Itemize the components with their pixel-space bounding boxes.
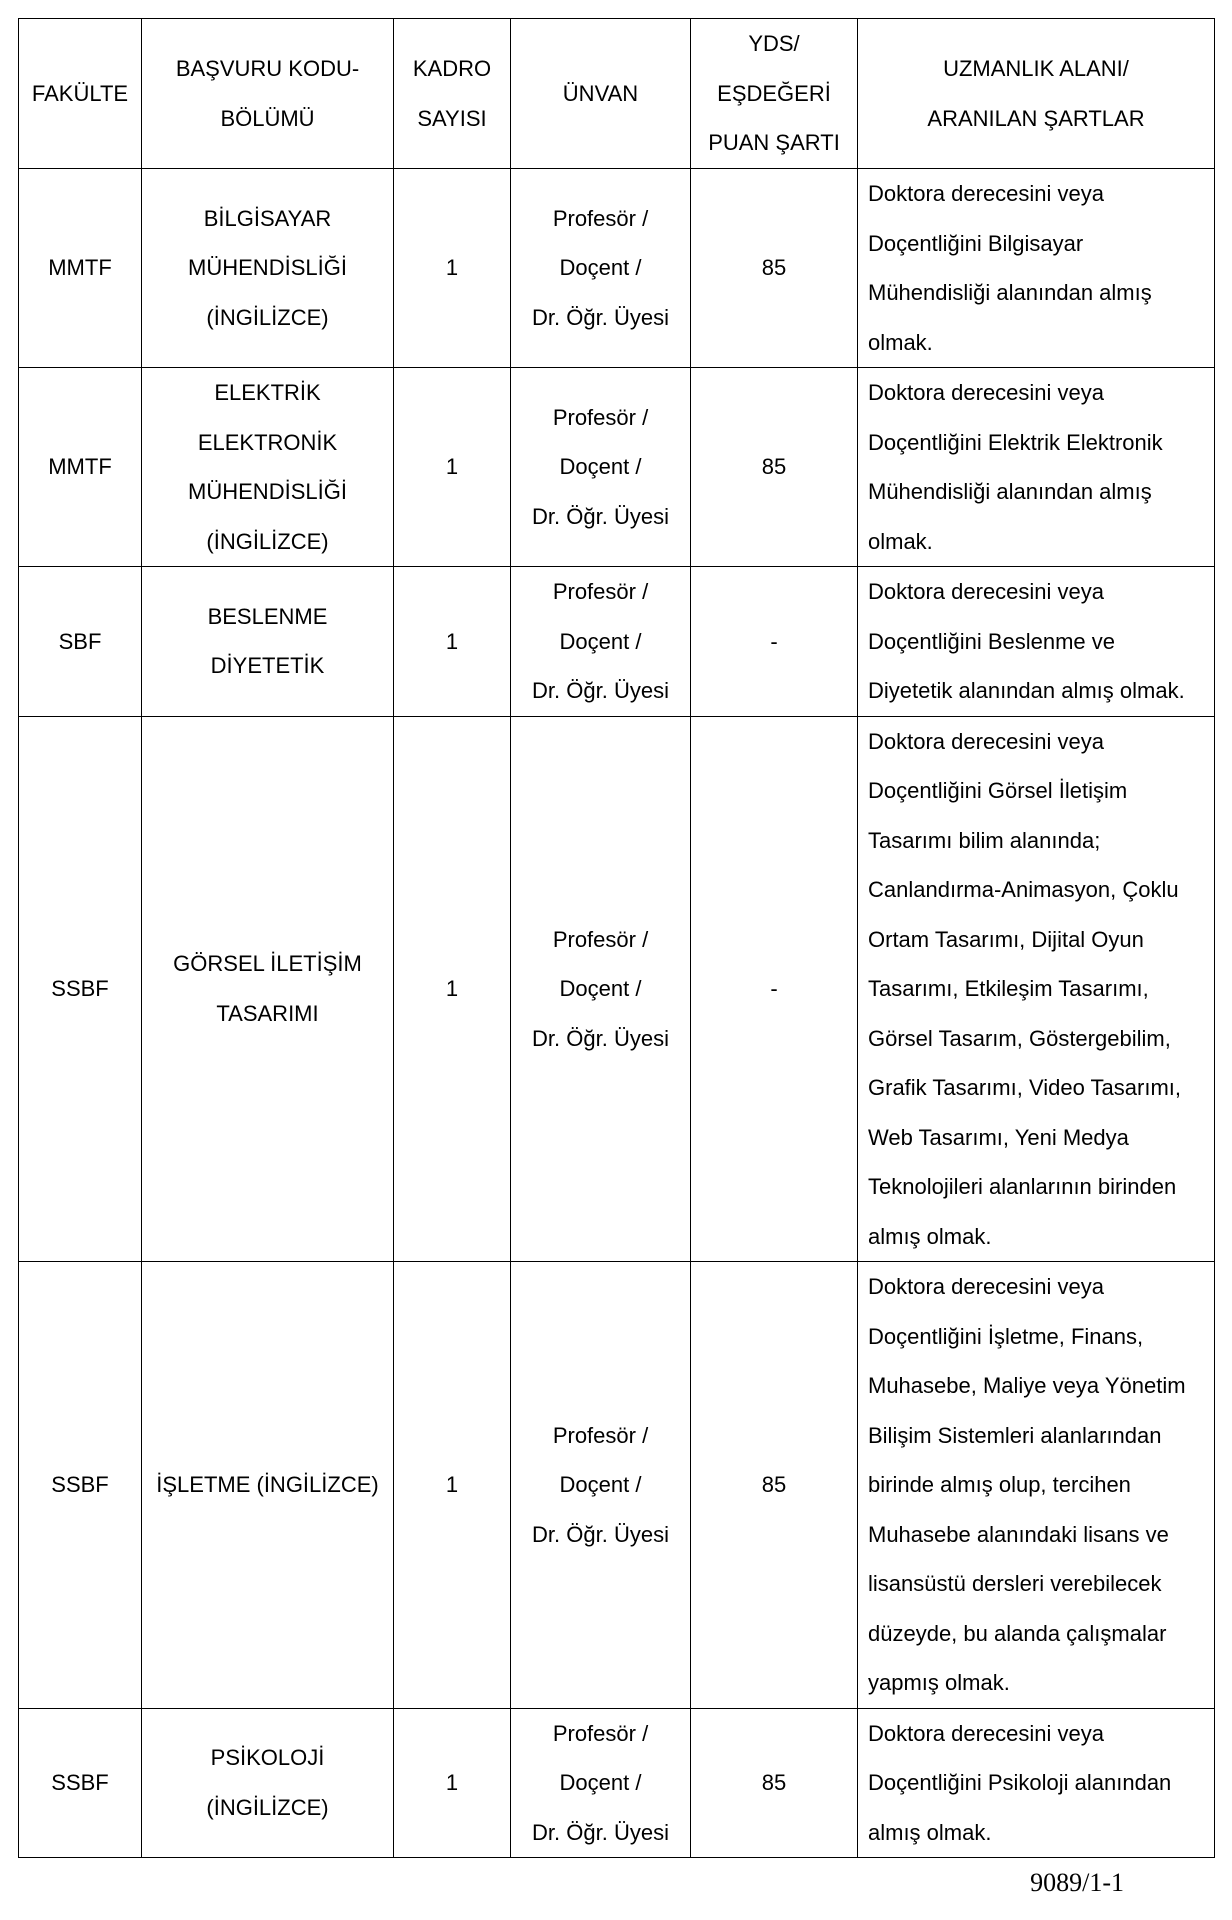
cell-kadro: [394, 1262, 511, 1709]
cell-yds-text: -: [770, 628, 778, 654]
cell-sartlar: [858, 368, 1215, 567]
cell-unvan-line: Profesör /: [552, 926, 649, 952]
cell-kadro: [394, 169, 511, 368]
header-kadro-line: SAYISI: [417, 105, 487, 131]
cell-unvan: [511, 368, 691, 567]
cell-kadro-text: 1: [445, 454, 459, 480]
cell-fakulte: [19, 1708, 142, 1858]
cell-fakulte: [19, 716, 142, 1262]
cell-sartlar: [858, 567, 1215, 717]
cell-sartlar-line: Ortam Tasarımı, Dijital Oyun: [868, 926, 1144, 952]
cell-unvan-line: Doçent /: [559, 628, 642, 654]
cell-bolum-line: (İNGİLİZCE): [206, 528, 329, 554]
header-basvuru-line: BÖLÜMÜ: [220, 105, 315, 131]
cell-bolum-line: GÖRSEL İLETİŞİM: [173, 951, 362, 977]
cell-bolum-line: BİLGİSAYAR: [203, 205, 332, 231]
header-fakulte: [19, 19, 142, 169]
cell-sartlar-line: Doktora derecesini veya: [868, 728, 1105, 754]
header-kadro: [394, 19, 511, 169]
cell-sartlar-line: almış olmak.: [868, 1819, 992, 1845]
cell-sartlar-line: Doktora derecesini veya: [868, 579, 1105, 604]
cell-unvan-line: Doçent /: [559, 1770, 642, 1795]
cell-bolum: [142, 1708, 394, 1858]
cell-fakulte-text: SBF: [58, 628, 102, 654]
cell-unvan-line: Dr. Öğr. Üyesi: [532, 503, 669, 529]
cell-bolum-line: ELEKTRİK: [214, 380, 321, 405]
cell-sartlar-line: lisansüstü dersleri verebilecek: [868, 1571, 1162, 1596]
cell-sartlar-line: Görsel Tasarım, Göstergebilim,: [868, 1025, 1171, 1051]
cell-kadro-text: 1: [445, 628, 459, 654]
cell-yds: [691, 368, 858, 567]
cell-yds-text: 85: [761, 1770, 787, 1795]
table-row: [19, 169, 1215, 368]
cell-sartlar-line: yapmış olmak.: [868, 1670, 1010, 1695]
cell-sartlar-line: Tasarımı bilim alanında;: [868, 827, 1101, 853]
cell-sartlar-line: Doktora derecesini veya: [868, 181, 1105, 206]
cell-bolum: [142, 567, 394, 717]
cell-sartlar-line: birinde almış olup, tercihen: [868, 1472, 1131, 1497]
cell-bolum-line: MÜHENDİSLİĞİ: [188, 479, 347, 504]
cell-unvan: [511, 1262, 691, 1709]
cell-sartlar-line: Muhasebe, Maliye veya Yönetim: [868, 1373, 1186, 1398]
header-basvuru-line: BAŞVURU KODU-: [175, 56, 360, 81]
cell-kadro: [394, 1708, 511, 1858]
cell-fakulte: [19, 567, 142, 717]
cell-fakulte: [19, 169, 142, 368]
cell-unvan: [511, 567, 691, 717]
cell-sartlar-line: Doktora derecesini veya: [868, 1720, 1105, 1746]
cell-kadro: [394, 368, 511, 567]
table-row: [19, 1262, 1215, 1709]
cell-fakulte: [19, 1262, 142, 1709]
cell-sartlar-line: Grafik Tasarımı, Video Tasarımı,: [868, 1075, 1182, 1100]
cell-fakulte-text: SSBF: [51, 1472, 109, 1497]
cell-unvan-line: Profesör /: [552, 1720, 649, 1746]
cell-fakulte-text: MMTF: [48, 255, 112, 281]
cell-sartlar-line: Diyetetik alanından almış olmak.: [868, 678, 1185, 703]
header-kadro-line: KADRO: [412, 56, 492, 81]
cell-kadro-text: 1: [445, 255, 459, 281]
header-uzmanlik-line: ARANILAN ŞARTLAR: [927, 105, 1145, 131]
cell-sartlar: [858, 169, 1215, 368]
cell-sartlar-line: Doçentliğini İşletme, Finans,: [868, 1323, 1144, 1349]
cell-unvan-line: Dr. Öğr. Üyesi: [532, 1819, 669, 1845]
cell-bolum-line: PSİKOLOJİ: [210, 1745, 325, 1771]
cell-yds: [691, 169, 858, 368]
header-yds-line: YDS/: [748, 31, 800, 57]
cell-bolum-line: (İNGİLİZCE): [206, 1794, 329, 1820]
header-unvan: [511, 19, 691, 169]
cell-sartlar-line: Mühendisliği alanından almış: [868, 280, 1152, 305]
cell-sartlar-line: Bilişim Sistemleri alanlarından: [868, 1422, 1162, 1448]
cell-unvan-line: Doçent /: [559, 976, 642, 1001]
cell-sartlar-line: Muhasebe alanındaki lisans ve: [868, 1521, 1169, 1547]
cell-unvan-line: Profesör /: [552, 404, 649, 430]
cell-bolum: [142, 169, 394, 368]
cell-sartlar-line: Doçentliğini Elektrik Elektronik: [868, 429, 1163, 455]
cell-sartlar-line: Web Tasarımı, Yeni Medya: [868, 1124, 1129, 1150]
cell-unvan-line: Dr. Öğr. Üyesi: [532, 304, 669, 330]
cell-yds-text: 85: [761, 255, 787, 281]
cell-yds: [691, 716, 858, 1262]
header-uzmanlik-line: UZMANLIK ALANI/: [943, 56, 1129, 81]
cell-unvan-line: Profesör /: [552, 1422, 649, 1448]
cell-sartlar-line: Doçentliğini Bilgisayar: [868, 230, 1084, 256]
cell-sartlar: [858, 1262, 1215, 1709]
header-basvuru: [142, 19, 394, 169]
cell-bolum-line: TASARIMI: [216, 1000, 319, 1026]
cell-unvan-line: Profesör /: [552, 579, 649, 604]
cell-bolum-line: İŞLETME (İNGİLİZCE): [156, 1472, 379, 1497]
cell-bolum-line: MÜHENDİSLİĞİ: [188, 255, 347, 281]
cell-sartlar-line: Canlandırma-Animasyon, Çoklu: [868, 877, 1179, 902]
cell-bolum: [142, 368, 394, 567]
cell-kadro-text: 1: [445, 1472, 459, 1497]
cell-bolum-line: (İNGİLİZCE): [206, 304, 329, 330]
cell-bolum-line: ELEKTRONİK: [197, 429, 338, 455]
cell-sartlar-line: Doçentliğini Beslenme ve: [868, 628, 1116, 654]
header-yds: [691, 19, 858, 169]
header-row: [19, 19, 1215, 169]
cell-yds: [691, 1708, 858, 1858]
cell-sartlar-line: düzeyde, bu alanda çalışmalar: [868, 1620, 1167, 1646]
cell-unvan-line: Dr. Öğr. Üyesi: [532, 1025, 669, 1051]
header-yds-line: EŞDEĞERİ: [717, 80, 831, 106]
cell-fakulte-text: SSBF: [51, 976, 109, 1001]
cell-sartlar-line: Mühendisliği alanından almış: [868, 479, 1152, 504]
header-yds-line: PUAN ŞARTI: [708, 130, 840, 156]
cell-kadro: [394, 567, 511, 717]
cell-kadro-text: 1: [445, 1770, 459, 1795]
cell-unvan: [511, 716, 691, 1262]
cell-sartlar-line: Doktora derecesini veya: [868, 1274, 1105, 1299]
cell-sartlar-line: almış olmak.: [868, 1223, 992, 1249]
header-fakulte-text: FAKÜLTE: [31, 80, 129, 106]
cell-kadro-text: 1: [445, 976, 459, 1001]
cell-sartlar-line: Tasarımı, Etkileşim Tasarımı,: [868, 976, 1149, 1001]
cell-fakulte-text: SSBF: [51, 1770, 109, 1795]
cell-yds-text: -: [770, 976, 778, 1001]
listing-table: [18, 18, 1215, 1858]
cell-yds: [691, 1262, 858, 1709]
header-uzmanlik: [858, 19, 1215, 169]
table-row: [19, 716, 1215, 1262]
table-row: [19, 567, 1215, 717]
cell-yds-text: 85: [761, 454, 787, 480]
cell-sartlar-line: Doktora derecesini veya: [868, 380, 1105, 405]
cell-unvan-line: Doçent /: [559, 255, 642, 281]
cell-unvan-line: Profesör /: [552, 205, 649, 231]
cell-yds-text: 85: [761, 1472, 787, 1497]
cell-bolum: [142, 716, 394, 1262]
cell-unvan: [511, 1708, 691, 1858]
cell-unvan-line: Dr. Öğr. Üyesi: [532, 678, 669, 703]
cell-sartlar: [858, 1708, 1215, 1858]
cell-bolum-line: DİYETETİK: [210, 653, 325, 679]
cell-unvan-line: Doçent /: [559, 454, 642, 480]
cell-bolum-line: BESLENME: [207, 603, 328, 629]
cell-unvan: [511, 169, 691, 368]
table-row: [19, 368, 1215, 567]
cell-sartlar-line: olmak.: [868, 528, 933, 554]
cell-unvan-line: Doçent /: [559, 1472, 642, 1497]
cell-fakulte: [19, 368, 142, 567]
cell-unvan-line: Dr. Öğr. Üyesi: [532, 1521, 669, 1547]
cell-sartlar-line: Teknolojileri alanlarının birinden: [868, 1174, 1177, 1199]
header-unvan-text: ÜNVAN: [562, 80, 639, 106]
document-code: 9089/1-1: [1030, 1868, 1124, 1897]
table-body: [19, 169, 1215, 1858]
cell-sartlar: [858, 716, 1215, 1262]
cell-fakulte-text: MMTF: [48, 454, 112, 480]
cell-kadro: [394, 716, 511, 1262]
cell-sartlar-line: Doçentliğini Psikoloji alanından: [868, 1770, 1172, 1795]
cell-bolum: [142, 1262, 394, 1709]
cell-yds: [691, 567, 858, 717]
listing-table-wrapper: [18, 18, 1215, 1858]
table-row: [19, 1708, 1215, 1858]
cell-sartlar-line: olmak.: [868, 329, 933, 355]
cell-sartlar-line: Doçentliğini Görsel İletişim: [868, 778, 1128, 803]
